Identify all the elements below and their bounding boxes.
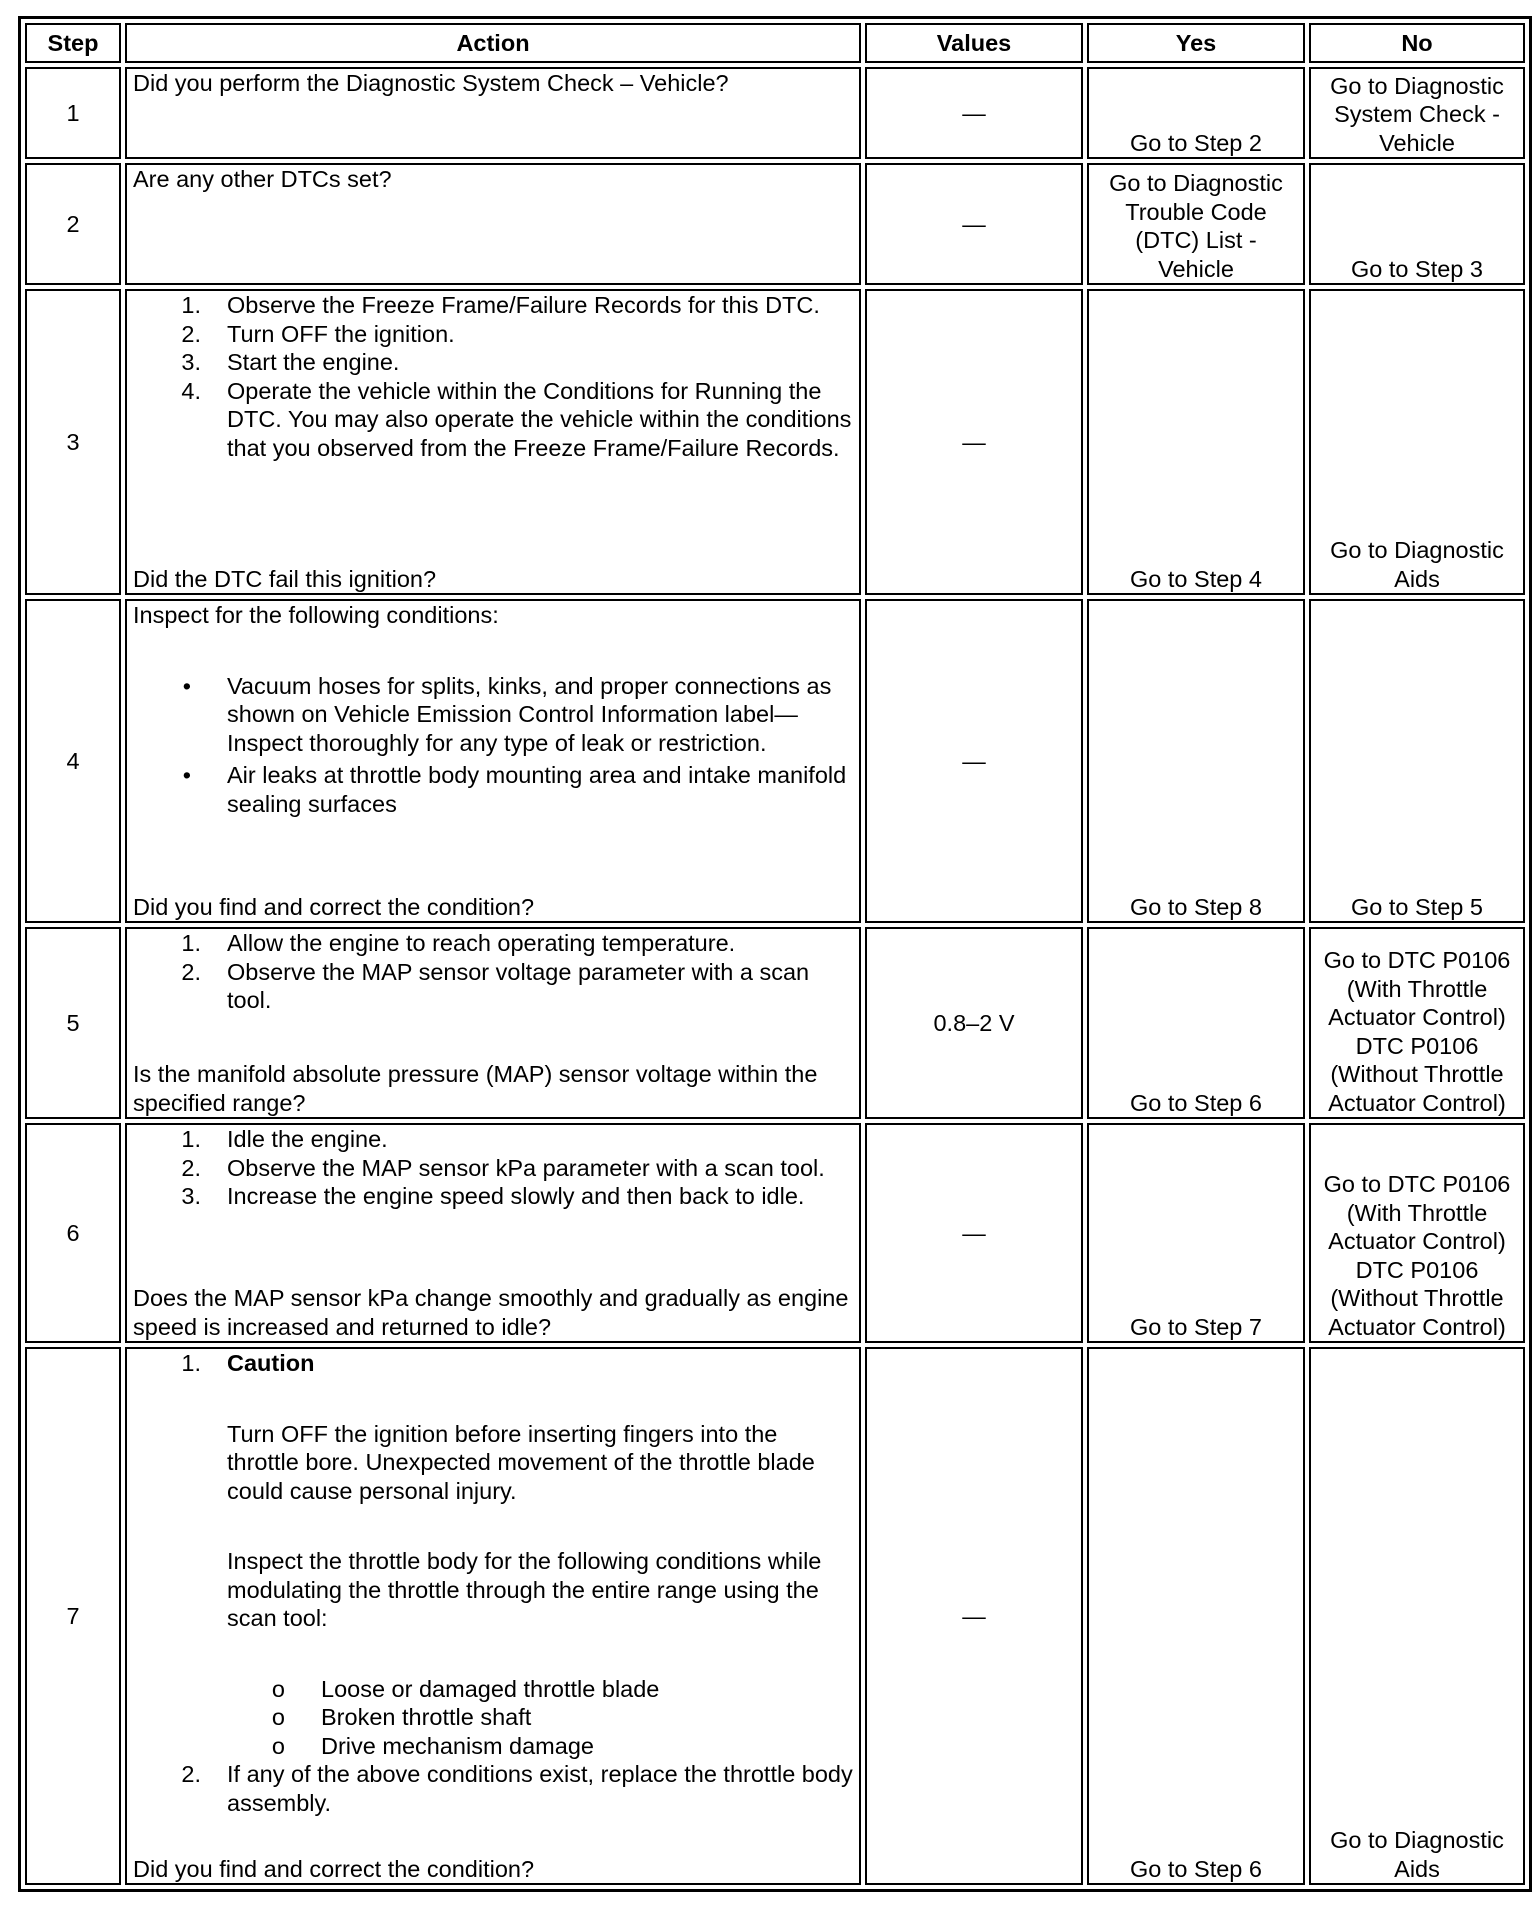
value-cell: — [865,289,1083,595]
numbered-list [133,1760,853,1817]
table-row [25,927,1525,1119]
item-text: Start the engine. [227,349,400,375]
list-item [133,1760,853,1817]
value-cell: — [865,599,1083,923]
caution-text: Turn OFF the ignition before inserting fingers into the throttle bore. Unexpected movement of the throttle blade could cause personal injury. [227,1420,815,1504]
no-cell: Go to Step 3 [1309,163,1525,285]
step-number: 2 [25,163,121,285]
value-cell: — [865,1347,1083,1885]
item-number: 4. [181,377,201,404]
value-cell: — [865,1123,1083,1343]
list-item [227,1732,853,1761]
value-cell: — [865,67,1083,159]
yes-cell: Go to Step 7 [1087,1123,1305,1343]
value-cell: 0.8–2 V [865,927,1083,1119]
diagnostic-table [18,16,1532,1892]
question-text: Are any other DTCs set? [133,166,392,192]
no-cell: Go to Diagnostic System Check - Vehicle [1309,67,1525,159]
item-text: Vacuum hoses for splits, kinks, and proper connections as shown on Vehicle Emission Control Information label—Inspect thoroughly for any type of leak or restriction. [227,672,832,756]
list-item [227,1675,853,1704]
item-text: Broken throttle shaft [321,1704,532,1730]
item-text: Allow the engine to reach operating temperature. [227,930,736,956]
table-row [25,289,1525,595]
yes-cell: Go to Step 4 [1087,289,1305,595]
inspect-text: Inspect the throttle body for the following conditions while modulating the throttle through the entire range using the scan tool: [227,1548,822,1631]
item-text: Observe the Freeze Frame/Failure Records for this DTC. [227,292,820,318]
table-row [25,163,1525,285]
item-number: 1. [181,292,201,318]
bullet-marker: • [182,762,191,788]
list-item [133,348,853,377]
question-text: Did you find and correct the condition? [133,1855,535,1882]
table-row [25,1347,1525,1885]
item-text: If any of the above conditions exist, replace the throttle body assembly. [227,1761,853,1816]
no-cell: Go to Diagnostic Aids [1309,1347,1525,1885]
no-cell: Go to DTC P0106 (With Throttle Actuator Control) DTC P0106 (Without Throttle Actuator Control) [1309,1123,1525,1343]
step-number: 3 [25,289,121,595]
list-item [133,672,853,758]
item-text: Increase the engine speed slowly and then back to idle. [227,1183,805,1209]
action-cell [125,927,861,1119]
no-cell: Go to Step 5 [1309,599,1525,923]
header-yes: Yes [1087,23,1305,63]
question-text: Does the MAP sensor kPa change smoothly and gradually as engine speed is increased and returned to idle? [133,1285,849,1340]
no-cell: Go to Diagnostic Aids [1309,289,1525,595]
table-row [25,599,1525,923]
action-cell [125,1347,861,1885]
list-item [133,1182,853,1211]
action-cell [125,289,861,595]
step-number: 6 [25,1123,121,1343]
item-number: 2. [181,958,201,985]
action-cell [125,599,861,923]
yes-cell: Go to Step 2 [1087,67,1305,159]
item-text: Turn OFF the ignition. [227,320,455,347]
circle-marker: o [271,1732,285,1759]
list-item [133,1154,853,1183]
numbered-list [133,1349,853,1378]
item-number: 2. [181,1761,201,1787]
item-number: 3. [181,1183,201,1209]
table-row [25,1123,1525,1343]
step-number: 7 [25,1347,121,1885]
list-item [133,958,853,1015]
action-cell [125,1123,861,1343]
step-number: 4 [25,599,121,923]
circle-marker: o [271,1704,285,1730]
list-item [133,1125,853,1154]
caution-title: Caution [227,1350,315,1376]
table-row [25,67,1525,159]
yes-cell: Go to Step 8 [1087,599,1305,923]
item-text: Drive mechanism damage [321,1732,594,1759]
list-item [133,377,853,463]
item-text: Observe the MAP sensor voltage parameter with a scan tool. [227,958,810,1013]
bullet-list [133,672,853,819]
item-number: 2. [181,1154,201,1181]
item-text: Observe the MAP sensor kPa parameter with a scan tool. [227,1154,825,1181]
item-number: 1. [181,1126,201,1152]
bullet-marker: • [182,672,191,699]
list-item [133,761,853,818]
item-number: 2. [181,320,201,347]
header-action: Action [125,23,861,63]
value-cell: — [865,163,1083,285]
header-no: No [1309,23,1525,63]
numbered-list [133,291,853,462]
question-text: Is the manifold absolute pressure (MAP) sensor voltage within the specified range? [133,1061,818,1116]
item-text: Air leaks at throttle body mounting area and intake manifold sealing surfaces [227,762,847,817]
question-text: Did the DTC fail this ignition? [133,565,437,592]
item-text: Idle the engine. [227,1126,388,1152]
yes-cell: Go to Step 6 [1087,927,1305,1119]
action-cell [125,67,861,159]
item-number: 3. [181,349,201,375]
yes-cell: Go to Step 6 [1087,1347,1305,1885]
step-number: 1 [25,67,121,159]
list-item [133,929,853,958]
step-number: 5 [25,927,121,1119]
action-cell [125,163,861,285]
item-number: 1. [181,930,201,956]
header-step: Step [25,23,121,63]
list-item [133,291,853,320]
list-item [227,1703,853,1732]
circle-marker: o [271,1675,285,1702]
yes-cell: Go to Diagnostic Trouble Code (DTC) List - Vehicle [1087,163,1305,285]
question-text: Did you perform the Diagnostic System Check – Vehicle? [133,70,729,96]
numbered-list [133,1125,853,1211]
list-item [133,1349,853,1378]
header-row [25,23,1525,63]
item-text: Operate the vehicle within the Conditions for Running the DTC. You may also operate the vehicle within the conditions that you observed from the Freeze Frame/Failure Records. [227,377,852,461]
list-item [133,320,853,349]
sub-bullet-list [133,1675,853,1761]
item-number: 1. [181,1350,201,1376]
item-text: Loose or damaged throttle blade [321,1675,660,1702]
header-values: Values [865,23,1083,63]
intro-text: Inspect for the following conditions: [133,602,499,628]
no-cell: Go to DTC P0106 (With Throttle Actuator Control) DTC P0106 (Without Throttle Actuator Control) [1309,927,1525,1119]
question-text: Did you find and correct the condition? [133,893,535,920]
numbered-list [133,929,853,1015]
